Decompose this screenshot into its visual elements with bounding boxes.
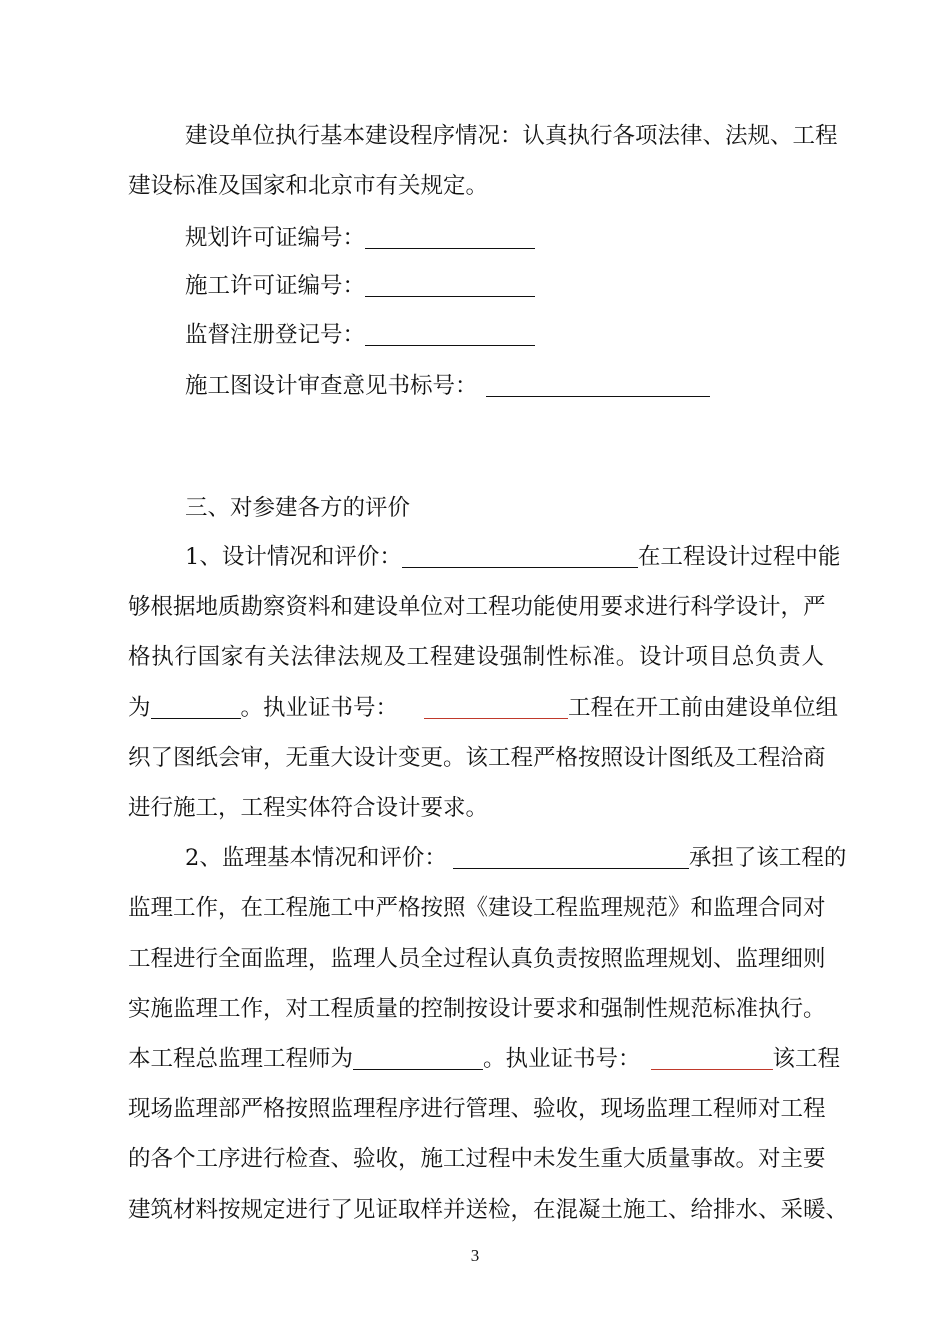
- supervision-registration-row: [185, 315, 535, 355]
- supervisor-cert-label: 。执业证书号：: [483, 1046, 641, 1072]
- design-eval-line-4-tail: 工程在开工前由建设单位组: [568, 695, 839, 721]
- design-eval-row-1: [185, 537, 840, 577]
- design-eval-line-5: 织了图纸会审，无重大设计变更。该工程严格按照设计图纸及工程洽商: [128, 745, 826, 771]
- design-cert-label: 。执业证书号：: [240, 695, 399, 721]
- planning-permit-label: 规划许可证编号：: [185, 225, 366, 251]
- design-eval-line-3: 格执行国家有关法律法规及工程建设强制性标准。设计项目总负责人: [128, 644, 824, 670]
- supervision-eval-line-8: 建筑材料按规定进行了见证取样并送检，在混凝土施工、给排水、采暖、: [128, 1197, 849, 1223]
- supervision-eval-line-6: 现场监理部严格按照监理程序进行管理、验收，现场监理工程师对工程: [128, 1096, 826, 1122]
- design-eval-label: 1、设计情况和评价：: [185, 544, 402, 570]
- supervision-eval-line-2: 监理工作，在工程施工中严格按照《建设工程监理规范》和监理合同对: [128, 895, 826, 921]
- supervision-eval-label: 2、监理基本情况和评价：: [185, 845, 447, 871]
- design-eval-line-6: 进行施工，工程实体符合设计要求。: [128, 795, 489, 821]
- design-cert-blank[interactable]: [424, 688, 568, 719]
- construction-permit-label: 施工许可证编号：: [185, 273, 366, 299]
- design-eval-prefix: 为: [128, 695, 151, 721]
- supervision-eval-line-7: 的各个工序进行检查、验收，施工过程中未发生重大质量事故。对主要: [128, 1146, 826, 1172]
- drawing-review-row: [185, 366, 710, 406]
- drawing-review-blank[interactable]: [486, 366, 710, 397]
- section-3-heading: 三、对参建各方的评价: [185, 495, 411, 521]
- supervision-eval-tail: 承担了该工程的: [688, 845, 847, 871]
- supervision-eval-row-5: [128, 1039, 840, 1079]
- supervision-eval-line-3: 工程进行全面监理，监理人员全过程认真负责按照监理规划、监理细则: [128, 946, 826, 972]
- supervision-registration-label: 监督注册登记号：: [185, 322, 366, 348]
- design-eval-tail: 在工程设计过程中能: [637, 544, 841, 570]
- planning-permit-blank[interactable]: [365, 218, 535, 249]
- chief-supervisor-label: 本工程总监理工程师为: [128, 1046, 354, 1072]
- supervisor-cert-blank[interactable]: [651, 1039, 773, 1070]
- design-eval-row-4: [128, 688, 838, 728]
- supervision-registration-blank[interactable]: [365, 315, 535, 346]
- supervision-unit-blank[interactable]: [453, 838, 689, 869]
- design-leader-blank[interactable]: [151, 688, 241, 719]
- drawing-review-label: 施工图设计审查意见书标号：: [185, 373, 478, 399]
- program-intro-line-2: 建设标准及国家和北京市有关规定。: [128, 173, 489, 199]
- design-eval-line-2: 够根据地质勘察资料和建设单位对工程功能使用要求进行科学设计，严: [128, 594, 826, 620]
- supervision-eval-row-1: [185, 838, 846, 878]
- design-unit-blank[interactable]: [402, 537, 638, 568]
- chief-supervisor-blank[interactable]: [353, 1039, 483, 1070]
- page-number: 3: [470, 1246, 480, 1265]
- construction-permit-row: [185, 266, 535, 306]
- program-intro-line-1: 建设单位执行基本建设程序情况：认真执行各项法律、法规、工程: [185, 123, 838, 149]
- supervision-eval-line-5-tail: 该工程: [772, 1046, 841, 1072]
- construction-permit-blank[interactable]: [365, 266, 535, 297]
- planning-permit-row: [185, 218, 535, 258]
- supervision-eval-line-4: 实施监理工作，对工程质量的控制按设计要求和强制性规范标准执行。: [128, 996, 826, 1022]
